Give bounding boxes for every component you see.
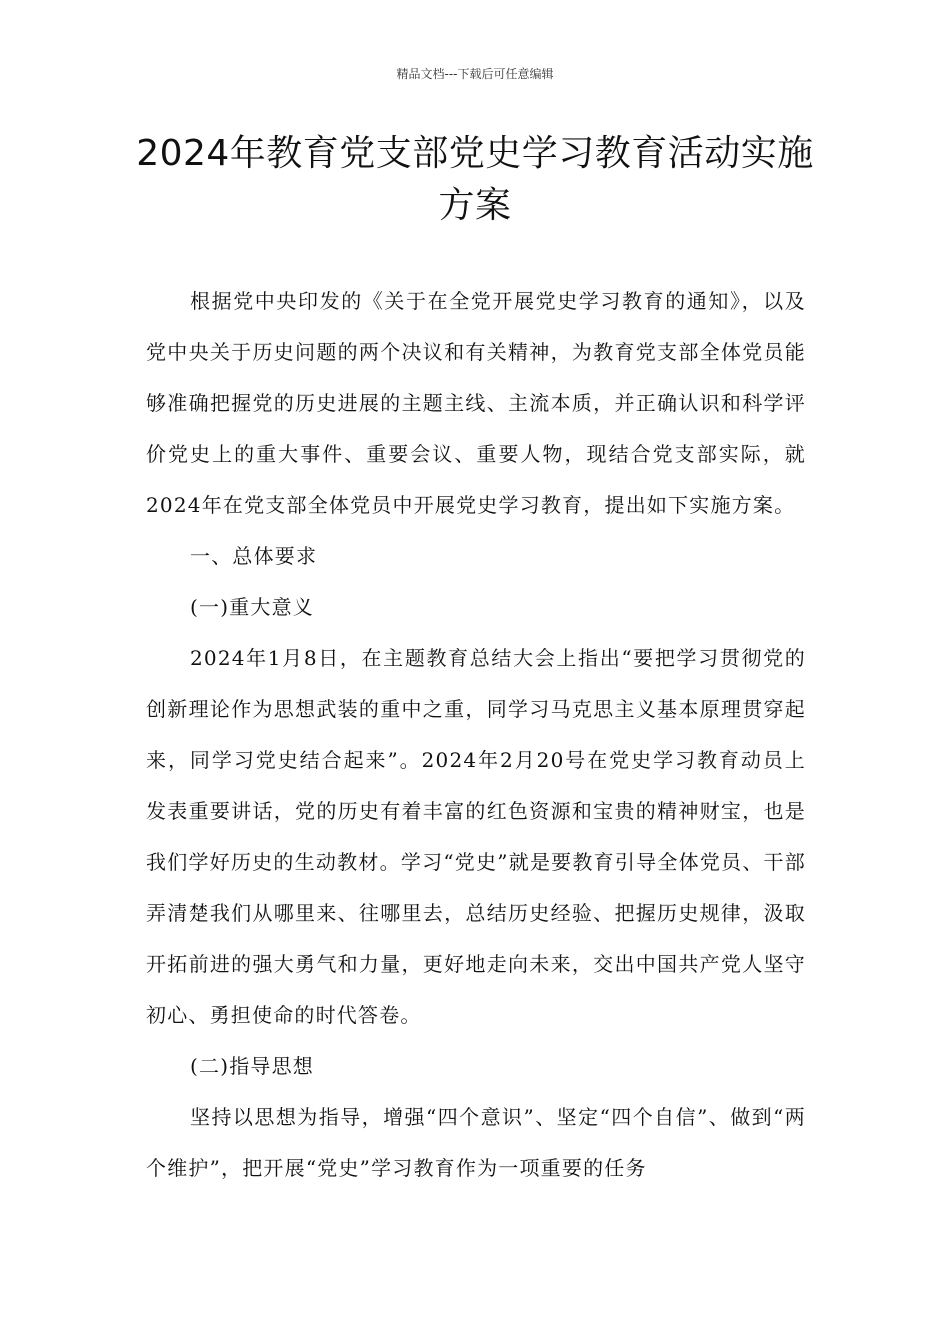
section-heading-overall-requirements: 一、总体要求 (190, 544, 318, 568)
guiding-thought-paragraph: 坚持以思想为指导，增强“四个意识”、坚定“四个自信”、做到“两个维护”，把开展“党史”学习教育作为一项重要的任务 (146, 1105, 806, 1180)
document-title: 2024年教育党支部党史学习教育活动实施方案 (136, 133, 814, 226)
subsection-heading-guiding-thought: (二)指导思想 (190, 1054, 315, 1078)
header-note: 精品文档---下载后可任意编辑 (396, 67, 554, 81)
document-body (146, 276, 806, 1194)
intro-paragraph: 根据党中央印发的《关于在全党开展党史学习教育的通知》，以及党中央关于历史问题的两个决议和有关精神，为教育党支部全体党员能够准确把握党的历史进展的主题主线、主流本质，并正确认识和科学评价党史上的重大事件、重要会议、重要人物，现结合党支部实际，就2024年在党支部全体党员中开展党史学习教育，提出如下实施方案。 (146, 289, 806, 517)
significance-paragraph: 2024年1月8日，在主题教育总结大会上指出“要把学习贯彻党的创新理论作为思想武装的重中之重，同学习马克思主义基本原理贯穿起来，同学习党史结合起来”。2024年2月20号在党史学习教育动员上发表重要讲话，党的历史有着丰富的红色资源和宝贵的精神财宝，也是我们学好历史的生动教材。学习“党史”就是要教育引导全体党员、干部弄清楚我们从哪里来、往哪里去，总结历史经验、把握历史规律，汲取开拓前进的强大勇气和力量，更好地走向未来，交出中国共产党人坚守初心、勇担使命的时代答卷。 (146, 646, 806, 1027)
subsection-heading-significance: (一)重大意义 (190, 595, 315, 619)
